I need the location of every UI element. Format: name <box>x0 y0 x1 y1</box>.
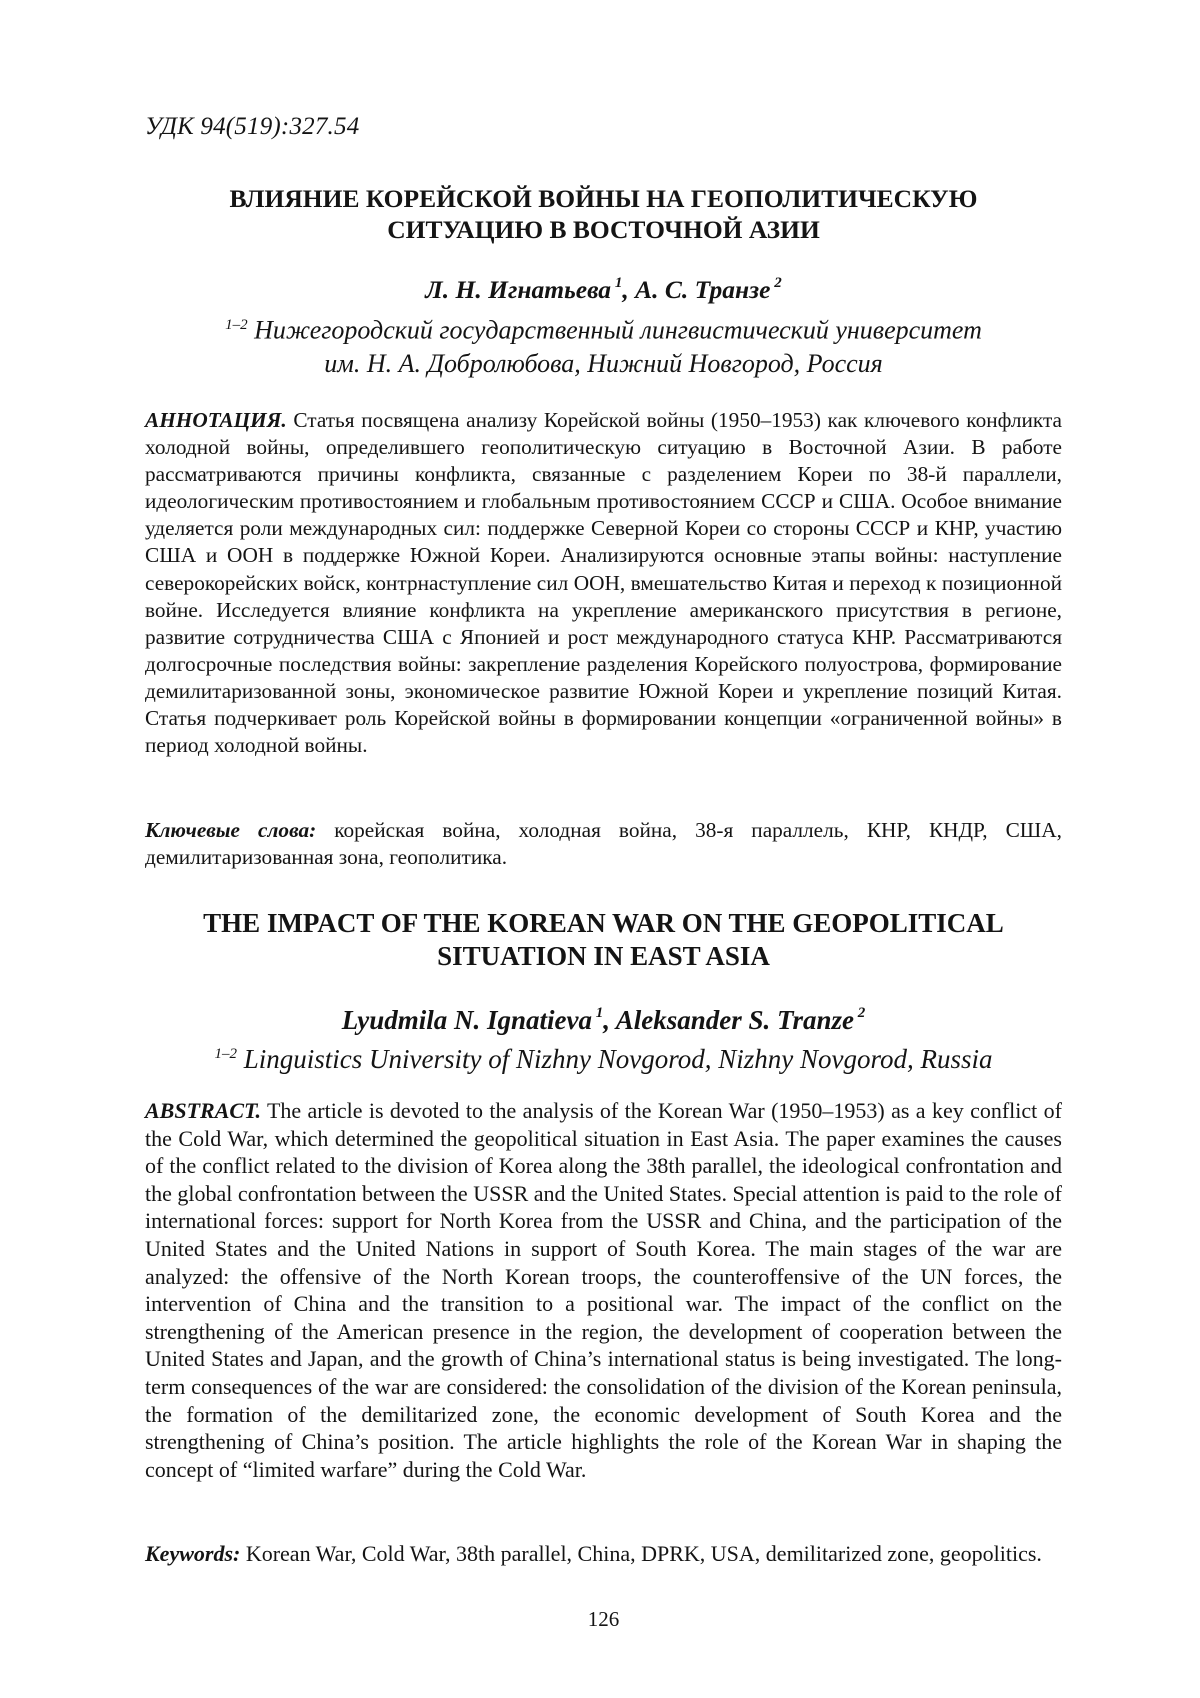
keywords-en-text: Korean War, Cold War, 38th parallel, China, DPRK, USA, demilitarized zone, geopolitics. <box>240 1541 1042 1566</box>
title-ru <box>145 183 1062 245</box>
author2-en-sup: 2 <box>857 1005 866 1021</box>
paper-page <box>145 0 1062 1698</box>
affil-ru-line1: Нижегородский государственный лингвистический университет <box>247 315 982 345</box>
author1-en-sup: 1 <box>595 1005 604 1021</box>
author2-ru: А. С. Транзе <box>635 275 771 304</box>
affil-en-sup: 1–2 <box>214 1046 237 1062</box>
abstract-en-label: ABSTRACT. <box>145 1098 261 1123</box>
keywords-en <box>145 1540 1062 1568</box>
keywords-ru-label: Ключевые слова: <box>145 818 317 842</box>
abstract-en-text: The article is devoted to the analysis of the Korean War (1950–1953) as a key conflict of the Cold War, which determined the geopolitical situation in East Asia. The paper examines the causes of the conflict related to the division of Korea along the 38th parallel, the ideological confrontation and the global confrontation between the USSR and the United States. Special attention is paid to the role of international forces: support for North Korea from the USSR and China, and the participation of the United States and the United Nations in support of South Korea. The main stages of the war are analyzed: the offensive of the North Korean troops, the counteroffensive of the UN forces, the intervention of China and the transition to a positional war. The impact of the conflict on the strengthening of the American presence in the region, the development of cooperation between the United States and Japan, and the growth of China’s international status is being investigated. The long-term consequences of the war are considered: the consolidation of the division of the Korean peninsula, the formation of the demilitarized zone, the economic development of South Korea and the strengthening of China’s position. The article highlights the role of the Korean War in shaping the concept of “limited warfare” during the Cold War. <box>145 1098 1062 1482</box>
author1-en: Lyudmila N. Ignatieva <box>341 1005 592 1035</box>
abstract-ru-label: АННОТАЦИЯ. <box>145 408 287 432</box>
abstract-ru-text: Статья посвящена анализу Корейской войны (1950–1953) как ключевого конфликта холодной войны, определившего геополитическую ситуацию в Восточной Азии. В работе рассматриваются причины конфликта, связанные с разделением Кореи по 38-й параллели, идеологическим противостоянием и глобальным противостоянием СССР и США. Особое внимание уделяется роли международных сил: поддержке Северной Кореи со стороны СССР и КНР, участию США и ООН в поддержке Южной Кореи. Анализируются основные этапы войны: наступление северокорейских войск, контрнаступление сил ООН, вмешательство Китая и переход к позиционной войне. Исследуется влияние конфликта на укрепление американского присутствия в регионе, развитие сотрудничества США с Японией и рост международного статуса КНР. Рассматриваются долгосрочные последствия войны: закрепление разделения Корейского полуострова, формирование демилитаризованной зоны, экономическое развитие Южной Кореи и укрепление позиций Китая. Статья подчеркивает роль Корейской войны в формировании концепции «ограниченной войны» в период холодной войны. <box>145 408 1062 758</box>
author1-ru-sup: 1 <box>614 274 623 291</box>
authors-en <box>145 1005 1062 1036</box>
affil-ru-line2: им. Н. А. Добролюбова, Нижний Новгород, Россия <box>324 348 883 378</box>
author2-en: Aleksander S. Tranze <box>615 1005 855 1035</box>
title-en-line1: THE IMPACT OF THE KOREAN WAR ON THE GEOPOLITICAL <box>203 908 1004 938</box>
affiliation-ru <box>145 309 1062 380</box>
affil-en-line1: Linguistics University of Nizhny Novgorod, Nizhny Novgorod, Russia <box>237 1044 993 1074</box>
keywords-ru <box>145 817 1062 871</box>
page-number: 126 <box>587 1607 620 1631</box>
title-en <box>145 907 1062 973</box>
title-ru-line1: ВЛИЯНИЕ КОРЕЙСКОЙ ВОЙНЫ НА ГЕОПОЛИТИЧЕСКУЮ <box>229 184 978 213</box>
author-sep-en: , <box>603 1005 616 1035</box>
keywords-en-label: Keywords: <box>145 1541 241 1566</box>
title-en-line2: SITUATION IN EAST ASIA <box>437 941 770 971</box>
affil-ru-sup: 1–2 <box>225 317 248 333</box>
author-sep-ru: , <box>622 275 636 304</box>
author2-ru-sup: 2 <box>774 274 782 291</box>
abstract-ru <box>145 407 1062 759</box>
keywords-ru-text: корейская война, холодная война, 38-я параллель, КНР, КНДР, США, демилитаризованная зона, геополитика. <box>145 818 1062 870</box>
authors-ru <box>145 275 1062 305</box>
title-ru-line2: СИТУАЦИЮ В ВОСТОЧНОЙ АЗИИ <box>387 215 820 244</box>
udk-code: УДК 94(519):327.54 <box>145 113 360 140</box>
affiliation-en <box>145 1038 1062 1076</box>
author1-ru: Л. Н. Игнатьева <box>425 275 612 304</box>
abstract-en <box>145 1097 1062 1483</box>
